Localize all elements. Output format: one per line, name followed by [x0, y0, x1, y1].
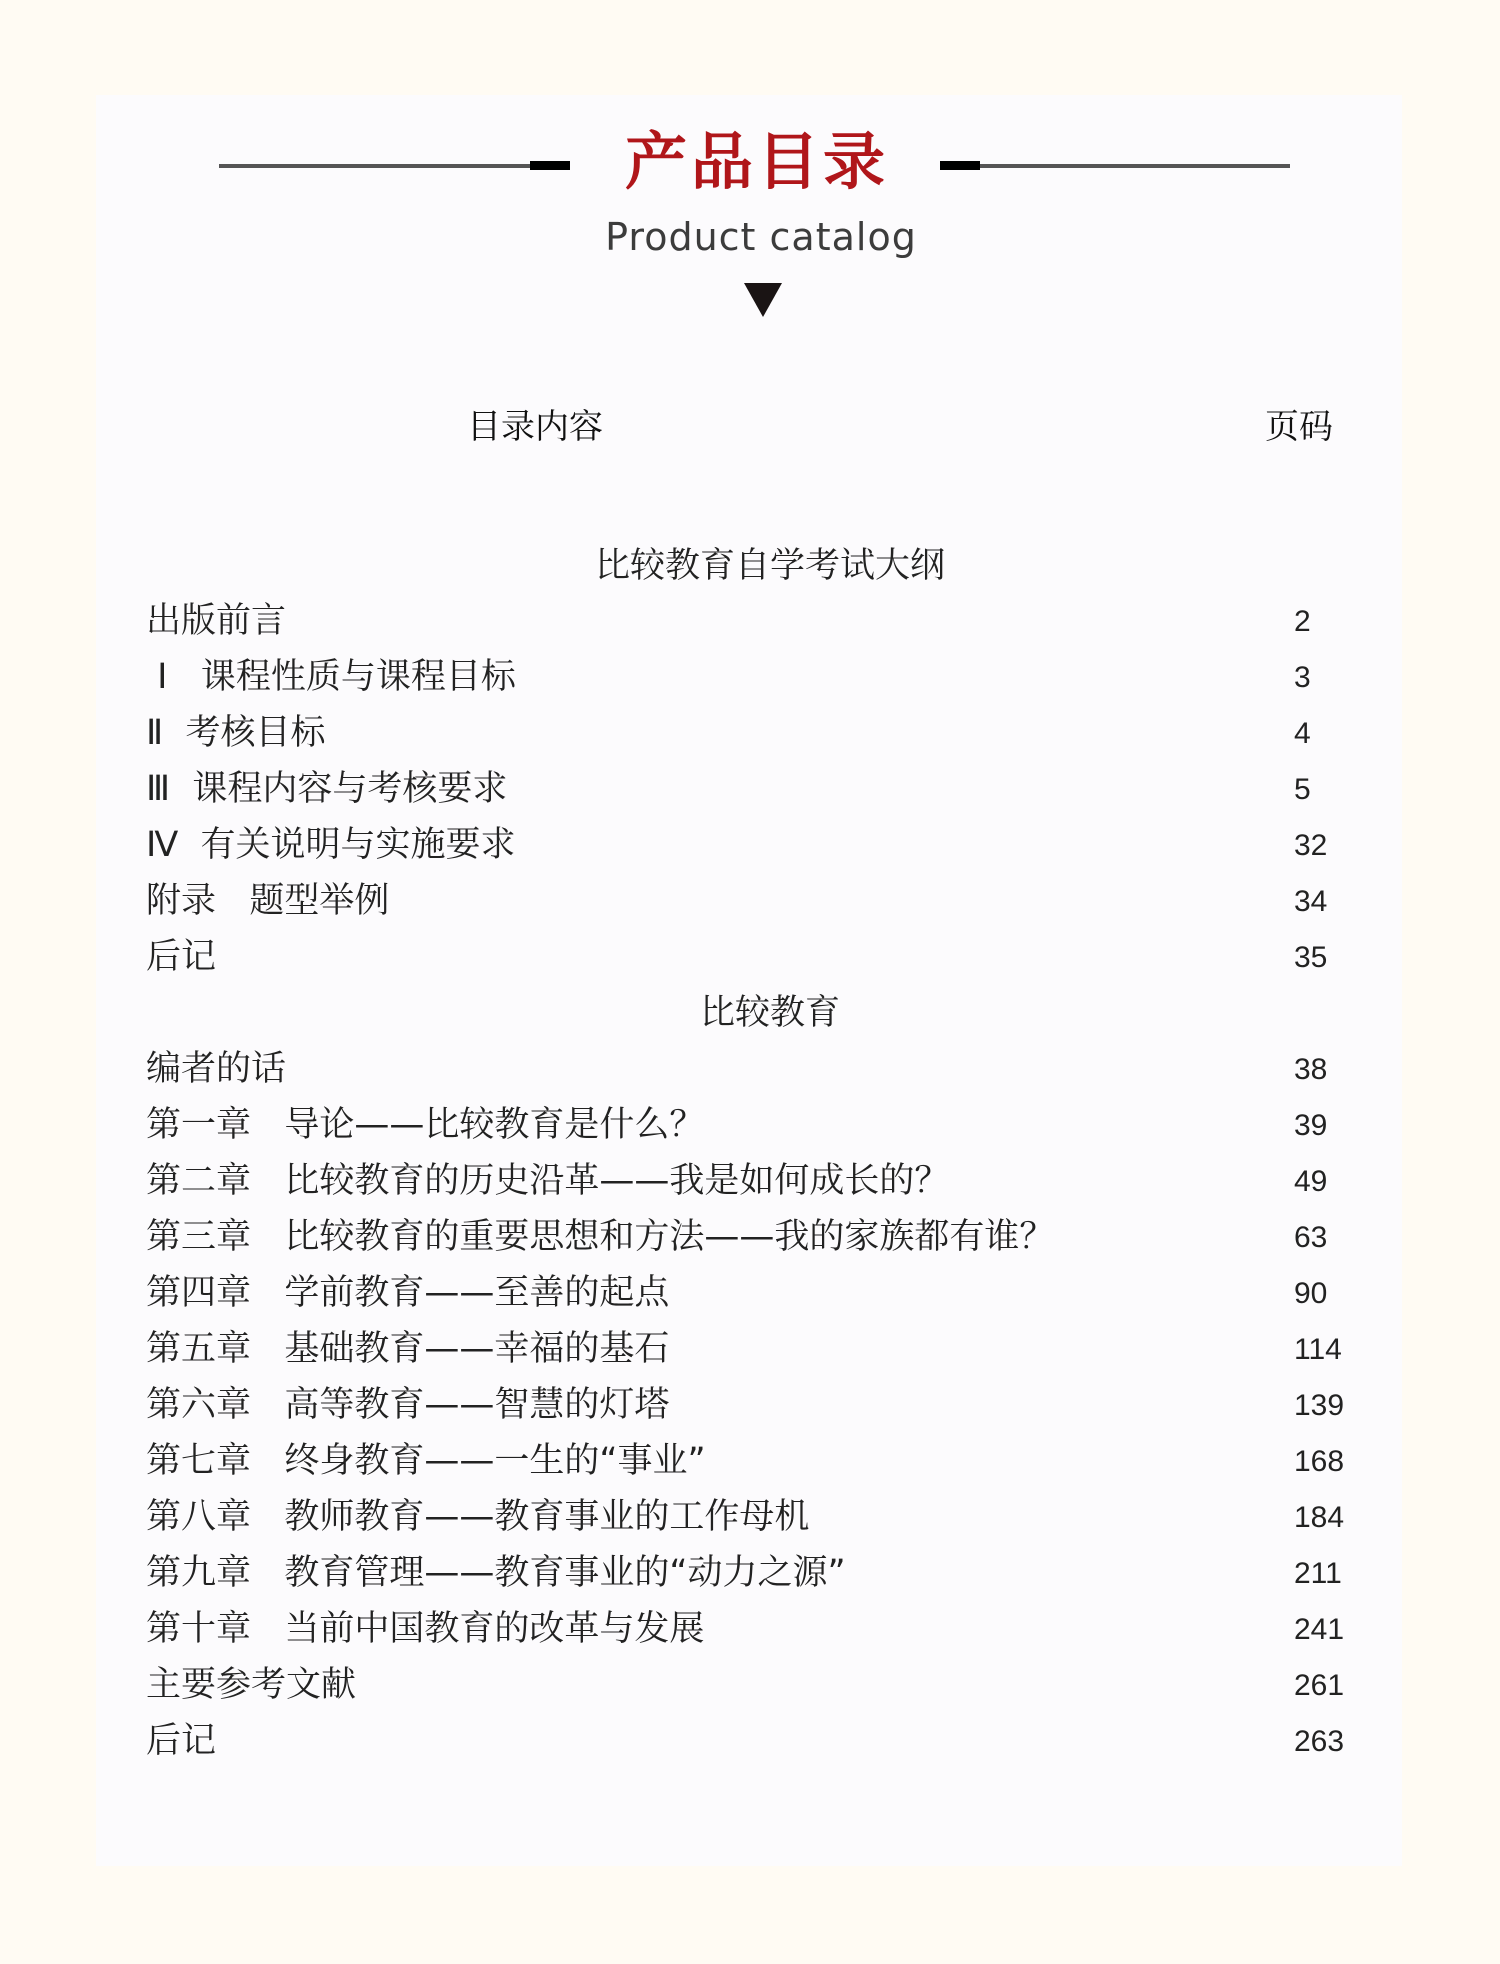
toc-row[interactable]: [146, 598, 1446, 648]
toc-entry-label: 第九章 教育管理——教育事业的“动力之源”: [146, 1553, 846, 1593]
column-header-content: 目录内容: [467, 407, 603, 447]
toc-entry-label: Ⅱ 考核目标: [146, 713, 326, 753]
toc-row[interactable]: [146, 1214, 1446, 1264]
toc-entry-label: 第二章 比较教育的历史沿革——我是如何成长的？: [146, 1161, 950, 1201]
toc-row[interactable]: [146, 1382, 1446, 1432]
toc-entry-label: 编者的话: [146, 1049, 287, 1089]
toc-entry-page: 168: [1294, 1445, 1345, 1478]
toc-row[interactable]: [146, 766, 1446, 816]
toc-entry-page: 38: [1294, 1053, 1328, 1086]
toc-entry-page: 39: [1294, 1109, 1328, 1142]
toc-row[interactable]: [146, 1102, 1446, 1152]
toc-entry-page: 241: [1294, 1613, 1345, 1646]
toc-entry-label: 出版前言: [146, 601, 287, 641]
toc-entry-page: 35: [1294, 941, 1328, 974]
toc-entry-page: 263: [1294, 1725, 1345, 1758]
toc-row[interactable]: [146, 710, 1446, 760]
down-triangle-icon: [744, 283, 782, 317]
toc-row[interactable]: [146, 1158, 1446, 1208]
toc-entry-label: 第八章 教师教育——教育事业的工作母机: [146, 1497, 810, 1537]
page-subtitle: Product catalog: [605, 215, 917, 259]
toc-row[interactable]: [146, 1046, 1446, 1096]
column-header-page: 页码: [1265, 407, 1333, 447]
toc-entry-page: 34: [1294, 885, 1328, 918]
toc-entry-label: 第三章 比较教育的重要思想和方法——我的家族都有谁？: [146, 1217, 1055, 1257]
toc-entry-label: Ⅲ 课程内容与考核要求: [146, 769, 508, 809]
toc-entry-label: Ⅳ 有关说明与实施要求: [146, 825, 516, 865]
toc-row[interactable]: [146, 934, 1446, 984]
toc-row[interactable]: [146, 1438, 1446, 1488]
toc-entry-page: 211: [1294, 1557, 1342, 1590]
toc-row[interactable]: [146, 1326, 1446, 1376]
toc-entry-page: 5: [1294, 773, 1311, 806]
toc-row[interactable]: [146, 1718, 1446, 1768]
toc-entry-page: 90: [1294, 1277, 1328, 1310]
toc-entry-label: 附录 题型举例: [146, 881, 390, 921]
toc-row[interactable]: [146, 1606, 1446, 1656]
toc-entry-page: 184: [1294, 1501, 1345, 1534]
page-title: 产品目录: [624, 125, 889, 198]
toc-entry-label: 第六章 高等教育——智慧的灯塔: [146, 1385, 670, 1425]
toc-entry-page: 139: [1294, 1389, 1345, 1422]
section-title: 比较教育: [699, 993, 840, 1033]
toc-row[interactable]: [146, 1662, 1446, 1712]
toc-entry-label: 第七章 终身教育——一生的“事业”: [146, 1441, 706, 1481]
toc-entry-label: 第十章 当前中国教育的改革与发展: [146, 1609, 705, 1649]
toc-row[interactable]: [146, 654, 1446, 704]
toc-row[interactable]: [146, 822, 1446, 872]
toc-row[interactable]: [146, 1550, 1446, 1600]
toc-entry-label: 第五章 基础教育——幸福的基石: [146, 1329, 670, 1369]
toc-entry-page: 49: [1294, 1165, 1328, 1198]
section-title: 比较教育自学考试大纲: [594, 546, 945, 586]
toc-entry-page: 2: [1294, 605, 1311, 638]
toc-row[interactable]: [146, 878, 1446, 928]
toc-row[interactable]: [146, 1270, 1446, 1320]
toc-entry-page: 3: [1294, 661, 1311, 694]
toc-entry-label: 第四章 学前教育——至善的起点: [146, 1273, 670, 1313]
toc-entry-page: 4: [1294, 717, 1311, 750]
toc-entry-page: 32: [1294, 829, 1328, 862]
toc-entry-page: 63: [1294, 1221, 1328, 1254]
toc-entry-page: 114: [1294, 1333, 1342, 1366]
toc-entry-label: Ⅰ 课程性质与课程目标: [146, 657, 516, 697]
toc-entry-label: 第一章 导论——比较教育是什么？: [146, 1105, 705, 1145]
toc-entry-label: 主要参考文献: [146, 1665, 357, 1705]
toc-entry-page: 261: [1294, 1669, 1345, 1702]
toc-entry-label: 后记: [146, 1721, 217, 1761]
toc-row[interactable]: [146, 1494, 1446, 1544]
toc-entry-label: 后记: [146, 937, 217, 977]
